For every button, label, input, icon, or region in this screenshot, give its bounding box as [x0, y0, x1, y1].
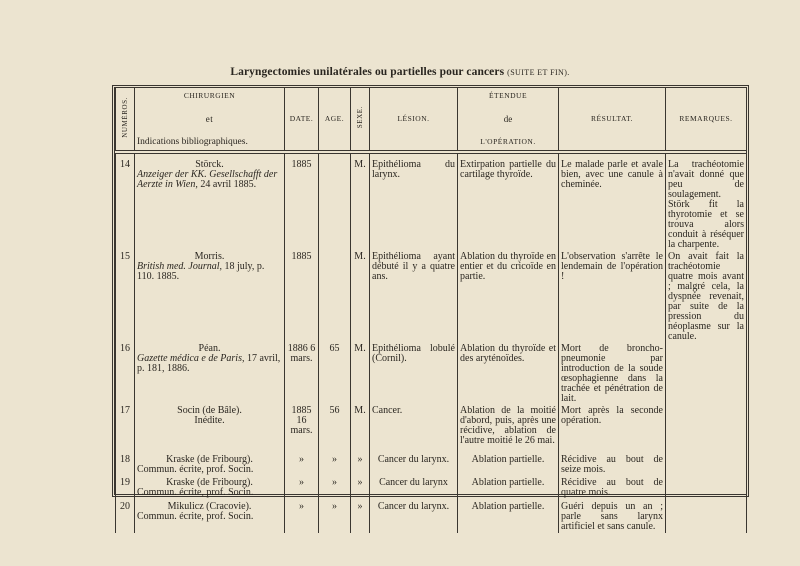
- date-cell: »: [285, 454, 319, 477]
- sex-cell: M.: [351, 405, 370, 454]
- lesion-cell: Epithélioma lobulé (Cornil).: [370, 343, 458, 405]
- header-age: AGE.: [319, 88, 351, 152]
- table-row: [116, 343, 747, 405]
- lesion-cell: Epithélioma du larynx.: [370, 152, 458, 251]
- bibliography-detail: Commun. écrite, prof. Socin.: [137, 464, 254, 475]
- date-cell: 1886 6 mars.: [285, 343, 319, 405]
- age-cell: »: [319, 477, 351, 501]
- header-chirurgien-mid: et: [205, 114, 214, 124]
- age-cell: 56: [319, 405, 351, 454]
- table-row: [116, 152, 747, 251]
- sex-cell: »: [351, 477, 370, 501]
- table-row: [116, 477, 747, 501]
- surgeon-cell: [135, 343, 285, 405]
- bibliography-detail: Commun. écrite, prof. Socin.: [137, 511, 254, 522]
- lesion-cell: Cancer du larynx.: [370, 454, 458, 477]
- extent-cell: Ablation partielle.: [458, 501, 559, 533]
- surgeon-cell: [135, 477, 285, 501]
- surgeon-cell: [135, 501, 285, 533]
- extent-cell: Extirpation partielle du cartilage thyroïde.: [458, 152, 559, 251]
- row-number: 19: [116, 477, 135, 501]
- header-chirurgien-top: CHIRURGIEN: [183, 91, 236, 100]
- row-number: 14: [116, 152, 135, 251]
- sex-cell: M.: [351, 251, 370, 343]
- row-number: 18: [116, 454, 135, 477]
- surgeon-name: Störck.: [195, 159, 224, 170]
- page-title: [0, 66, 800, 78]
- remarks-cell: [666, 405, 747, 454]
- bibliography: Gazette médica e de Paris,: [137, 353, 245, 364]
- surgeon-name: Mikulicz (Cracovie).: [167, 501, 252, 512]
- row-number: 17: [116, 405, 135, 454]
- result-cell: Guéri depuis un an ; parle sans larynx artificiel et sans canule.: [559, 501, 666, 533]
- bibliography-detail: 17 avril, p. 181, 1886.: [137, 353, 281, 374]
- header-etendue-bottom: L'OPÉRATION.: [480, 137, 536, 146]
- sex-cell: »: [351, 454, 370, 477]
- remarks-cell: [666, 501, 747, 533]
- surgeon-name: Kraske (de Fribourg).: [166, 477, 253, 488]
- header-numeros: NUMÉROS.: [116, 88, 135, 152]
- table-row: [116, 501, 747, 533]
- surgeon-cell: [135, 454, 285, 477]
- date-cell: 1885: [285, 152, 319, 251]
- age-cell: »: [319, 454, 351, 477]
- date-cell: 1885: [285, 251, 319, 343]
- sex-cell: »: [351, 501, 370, 533]
- result-cell: Le malade parle et avale bien, avec une canule à cheminée.: [559, 152, 666, 251]
- header-resultat: RÉSULTAT.: [559, 88, 666, 152]
- header-remarques: REMARQUES.: [666, 88, 747, 152]
- table-title: Laryngectomies unilatérales ou partielles pour cancers: [230, 66, 505, 78]
- row-number: 15: [116, 251, 135, 343]
- result-cell: Mort après la seconde opération.: [559, 405, 666, 454]
- lesion-cell: Cancer du larynx: [370, 477, 458, 501]
- bibliography-detail: 18 july, p. 110. 1885.: [137, 261, 265, 282]
- result-cell: Mort de broncho-pneumonie par introduction de la soude œsophagienne dans la trachée et pénétration de lait.: [559, 343, 666, 405]
- header-chirurgien-bottom: Indications bibliographiques.: [137, 137, 248, 147]
- result-cell: Récidive au bout de seize mois.: [559, 454, 666, 477]
- bibliography-detail: 24 avril 1885.: [200, 179, 257, 190]
- header-lesion: LÉSION.: [370, 88, 458, 152]
- bibliography-detail: Inédite.: [194, 415, 225, 426]
- surgeon-name: Socin (de Bâle).: [177, 405, 242, 416]
- surgeon-cell: [135, 152, 285, 251]
- remarks-cell: [666, 454, 747, 477]
- table-row: [116, 454, 747, 477]
- header-etendue-top: ÉTENDUE: [488, 91, 528, 100]
- extent-cell: Ablation partielle.: [458, 477, 559, 501]
- lesion-cell: Epithélioma ayant débuté il y a quatre ans.: [370, 251, 458, 343]
- header-sexe: SEXE.: [351, 88, 370, 152]
- bibliography-detail: Commun. écrite, prof. Socin.: [137, 487, 254, 498]
- age-cell: [319, 152, 351, 251]
- surgeon-cell: [135, 405, 285, 454]
- date-cell: 1885 16 mars.: [285, 405, 319, 454]
- sex-cell: M.: [351, 343, 370, 405]
- remarks-cell: [666, 343, 747, 405]
- table-title-suffix: (SUITE ET FIN).: [507, 68, 570, 77]
- header-chirurgien: [135, 88, 285, 152]
- surgeon-cell: [135, 251, 285, 343]
- table-row: [116, 251, 747, 343]
- table-header-row: [116, 88, 747, 152]
- age-cell: 65: [319, 343, 351, 405]
- header-etendue-mid: de: [503, 114, 513, 124]
- extent-cell: Ablation partielle.: [458, 454, 559, 477]
- result-cell: Récidive au bout de quatre mois.: [559, 477, 666, 501]
- lesion-cell: Cancer.: [370, 405, 458, 454]
- date-cell: »: [285, 501, 319, 533]
- extent-cell: Ablation de la moitié d'abord, puis, après une récidive, ablation de l'autre moitié le 26 mai.: [458, 405, 559, 454]
- date-cell: »: [285, 477, 319, 501]
- bibliography: British med. Journal,: [137, 261, 222, 272]
- header-etendue: [458, 88, 559, 152]
- table-row: [116, 405, 747, 454]
- extent-cell: Ablation du thyroïde et des aryténoïdes.: [458, 343, 559, 405]
- lesion-cell: Cancer du larynx.: [370, 501, 458, 533]
- header-date: DATE.: [285, 88, 319, 152]
- laryngectomy-table: [115, 88, 747, 533]
- row-number: 16: [116, 343, 135, 405]
- bibliography: Anzeiger der KK. Gesellschafft der Aerzte in Wien,: [137, 169, 278, 190]
- remarks-cell: On avait fait la trachéotomie quatre mois avant ; malgré cela, la dyspnée revenait, par suite de la pression du néoplasme sur la canule.: [666, 251, 747, 343]
- result-cell: L'observation s'arrête le lendemain de l'opération !: [559, 251, 666, 343]
- row-number: 20: [116, 501, 135, 533]
- extent-cell: Ablation du thyroïde en entier et du cricoïde en partie.: [458, 251, 559, 343]
- remarks-cell: La trachéotomie n'avait donné que peu de soulagement. Störk fit la thyrotomie et se trouva alors conduit à réséquer la charpente.: [666, 152, 747, 251]
- surgeon-name: Péan.: [198, 343, 221, 354]
- remarks-cell: [666, 477, 747, 501]
- surgeon-name: Kraske (de Fribourg).: [166, 454, 253, 465]
- age-cell: »: [319, 501, 351, 533]
- surgeon-name: Morris.: [194, 251, 225, 262]
- sex-cell: M.: [351, 152, 370, 251]
- age-cell: [319, 251, 351, 343]
